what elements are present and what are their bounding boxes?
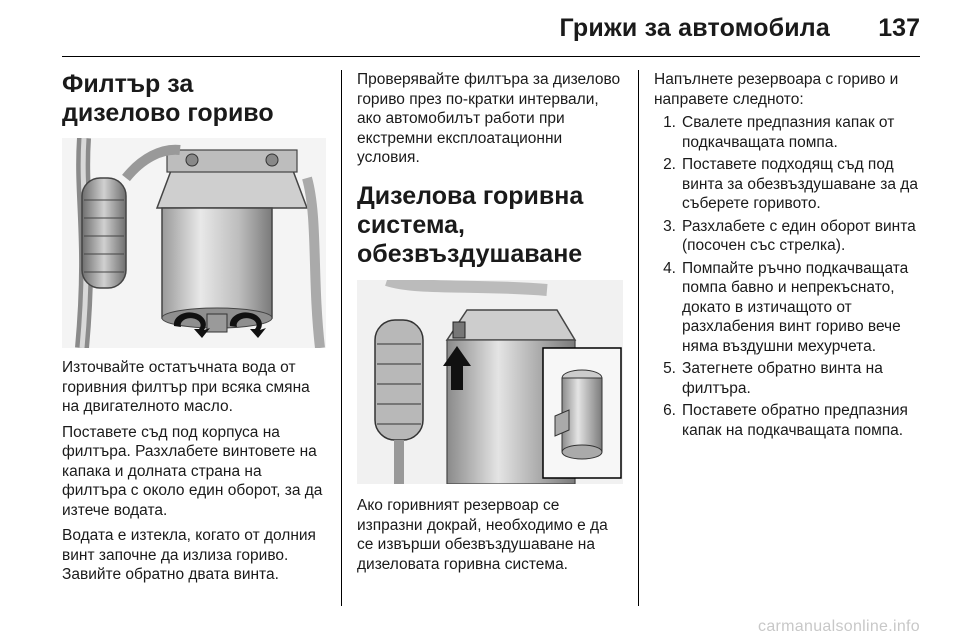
list-item: 4. Помпайте ръчно подкачващата помпа бавно и непрекъснато, докато в изтичащото от разхлабения винт гориво вече няма въздушни мехурчета. — [663, 259, 909, 355]
column-2 — [357, 70, 627, 269]
column-divider-1 — [341, 70, 342, 606]
column-1 — [62, 70, 330, 128]
priming-pump-drawing — [357, 280, 623, 484]
column-1-body — [62, 358, 330, 591]
section-heading-fuel-filter: Филтър за дизелово гориво — [62, 70, 274, 127]
header-rule — [62, 56, 920, 57]
priming-pump-illustration — [357, 280, 623, 484]
paragraph-retighten: Водата е изтекла, когато от долния винт започне да излиза гориво. Завийте обратно двата винта. — [62, 527, 316, 583]
list-item: 5. Затегнете обратно винта на филтъра. — [663, 360, 883, 397]
column-3 — [654, 70, 924, 443]
section-heading-bleeding: Дизелова горивна система, обезвъздушаване — [357, 181, 584, 268]
list-item: 6. Поставете обратно предпазния капак на подкачващата помпа. — [663, 402, 908, 439]
paragraph-check-filter: Проверявайте филтъра за дизелово гориво през по-кратки интервали, ако автомобилът работи при екстремни експлоатационни условия. — [357, 71, 621, 166]
list-item: 1. Свалете предпазния капак от подкачващата помпа. — [663, 114, 895, 151]
paragraph-loosen-screws: Поставете съд под корпуса на филтъра. Разхлабете винтовете на капака и долната страна на филтъра с около един оборот, за да изтече водата. — [62, 423, 323, 519]
column-2-body — [357, 496, 627, 580]
page-number: 137 — [878, 14, 920, 42]
fuel-filter-drawing — [62, 138, 326, 348]
paragraph-fill-tank: Напълнете резервоара с гориво и направете следното: — [654, 71, 899, 108]
page-header-title: Грижи за автомобила — [559, 14, 830, 42]
bleeding-steps-list — [654, 113, 924, 440]
watermark: carmanualsonline.info — [758, 618, 920, 635]
list-item: 2. Поставете подходящ съд под винта за обезвъздушаване за да съберете горивото. — [663, 156, 918, 212]
fuel-filter-illustration — [62, 138, 326, 348]
list-item: 3. Разхлабете с един оборот винта (посочен със стрелка). — [663, 217, 916, 254]
paragraph-drain-water: Източвайте остатъчната вода от горивния филтър при всяка смяна на двигателното масло. — [62, 359, 310, 415]
paragraph-tank-empty: Ако горивният резервоар се изпразни докрай, необходимо е да се извърши обезвъздушаване на дизеловата горивна система. — [357, 497, 608, 573]
column-divider-2 — [638, 70, 639, 606]
